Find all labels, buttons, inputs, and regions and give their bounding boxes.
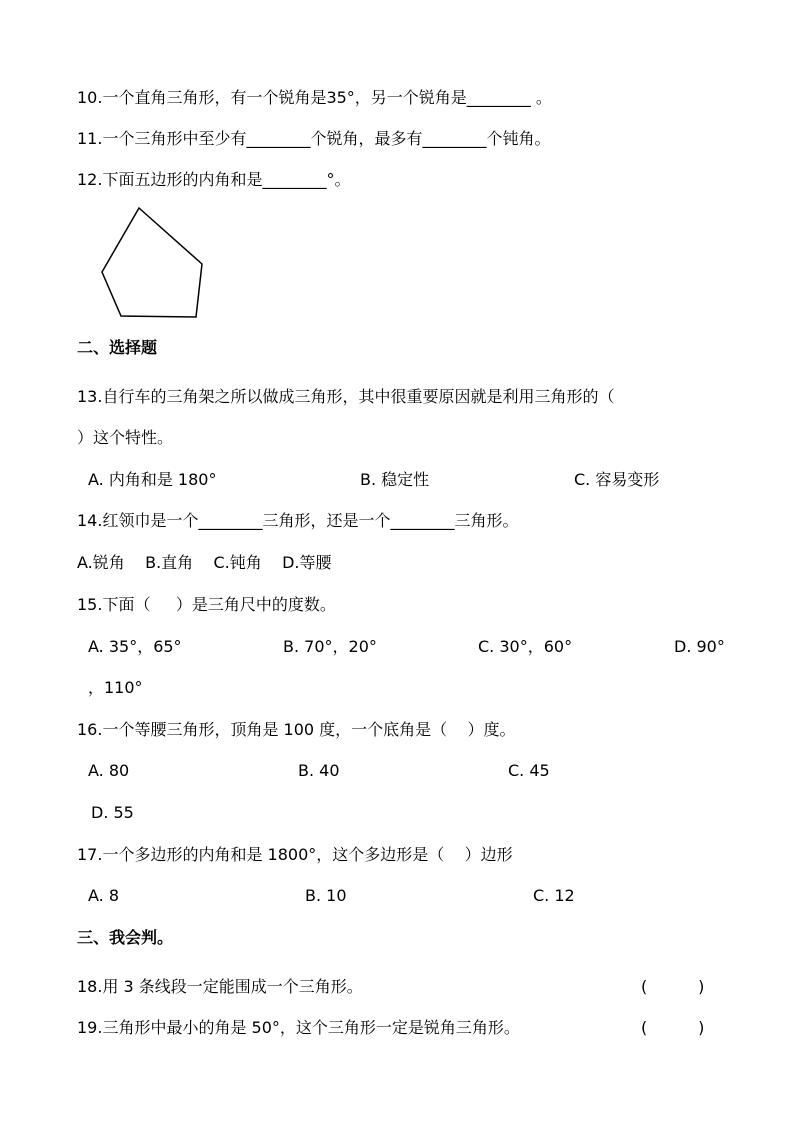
question-15-option-d-wrap: ，110° bbox=[88, 678, 143, 697]
question-15-stem: 15.下面（ ）是三角尺中的度数。 bbox=[77, 595, 336, 614]
question-10: 10.一个直角三角形，有一个锐角是35°，另一个锐角是________ 。 bbox=[77, 88, 552, 107]
question-15-option-d: D. 90° bbox=[674, 637, 725, 656]
question-16-stem: 16.一个等腰三角形，顶角是 100 度，一个底角是（ ）度。 bbox=[77, 720, 516, 739]
question-18: 18.用 3 条线段一定能围成一个三角形。 bbox=[77, 977, 363, 996]
question-19-answer-bracket: ( ) bbox=[641, 1018, 705, 1037]
question-18-answer-bracket: ( ) bbox=[641, 977, 705, 996]
question-17-stem: 17.一个多边形的内角和是 1800°，这个多边形是（ ）边形 bbox=[77, 845, 513, 864]
question-13-option-b: B. 稳定性 bbox=[360, 470, 430, 489]
question-12: 12.下面五边形的内角和是________°。 bbox=[77, 170, 351, 189]
question-14-options: A.锐角 B.直角 C.钝角 D.等腰 bbox=[77, 553, 332, 572]
question-13-option-a: A. 内角和是 180° bbox=[88, 470, 217, 489]
question-15-option-b: B. 70°，20° bbox=[283, 637, 377, 656]
question-16-option-d: D. 55 bbox=[91, 803, 134, 822]
question-11: 11.一个三角形中至少有________个锐角，最多有________个钝角。 bbox=[77, 129, 551, 148]
pentagon-figure bbox=[95, 202, 210, 322]
question-13-stem-line2: ）这个特性。 bbox=[77, 428, 174, 447]
question-17-option-b: B. 10 bbox=[305, 886, 347, 905]
question-13-stem-line1: 13.自行车的三角架之所以做成三角形，其中很重要原因就是利用三角形的（ bbox=[77, 387, 615, 406]
question-16-option-c: C. 45 bbox=[508, 761, 550, 780]
section-heading-choice: 二、选择题 bbox=[77, 338, 158, 357]
question-16-option-b: B. 40 bbox=[298, 761, 340, 780]
question-15-option-c: C. 30°，60° bbox=[478, 637, 573, 656]
question-13-option-c: C. 容易变形 bbox=[574, 470, 660, 489]
question-15-option-a: A. 35°，65° bbox=[88, 637, 182, 656]
section-heading-judge: 三、我会判。 bbox=[77, 928, 174, 947]
question-16-option-a: A. 80 bbox=[88, 761, 130, 780]
question-14-stem: 14.红领巾是一个________三角形，还是一个________三角形。 bbox=[77, 511, 519, 530]
question-19: 19.三角形中最小的角是 50°，这个三角形一定是锐角三角形。 bbox=[77, 1018, 520, 1037]
question-17-option-c: C. 12 bbox=[533, 886, 575, 905]
question-17-option-a: A. 8 bbox=[88, 886, 120, 905]
